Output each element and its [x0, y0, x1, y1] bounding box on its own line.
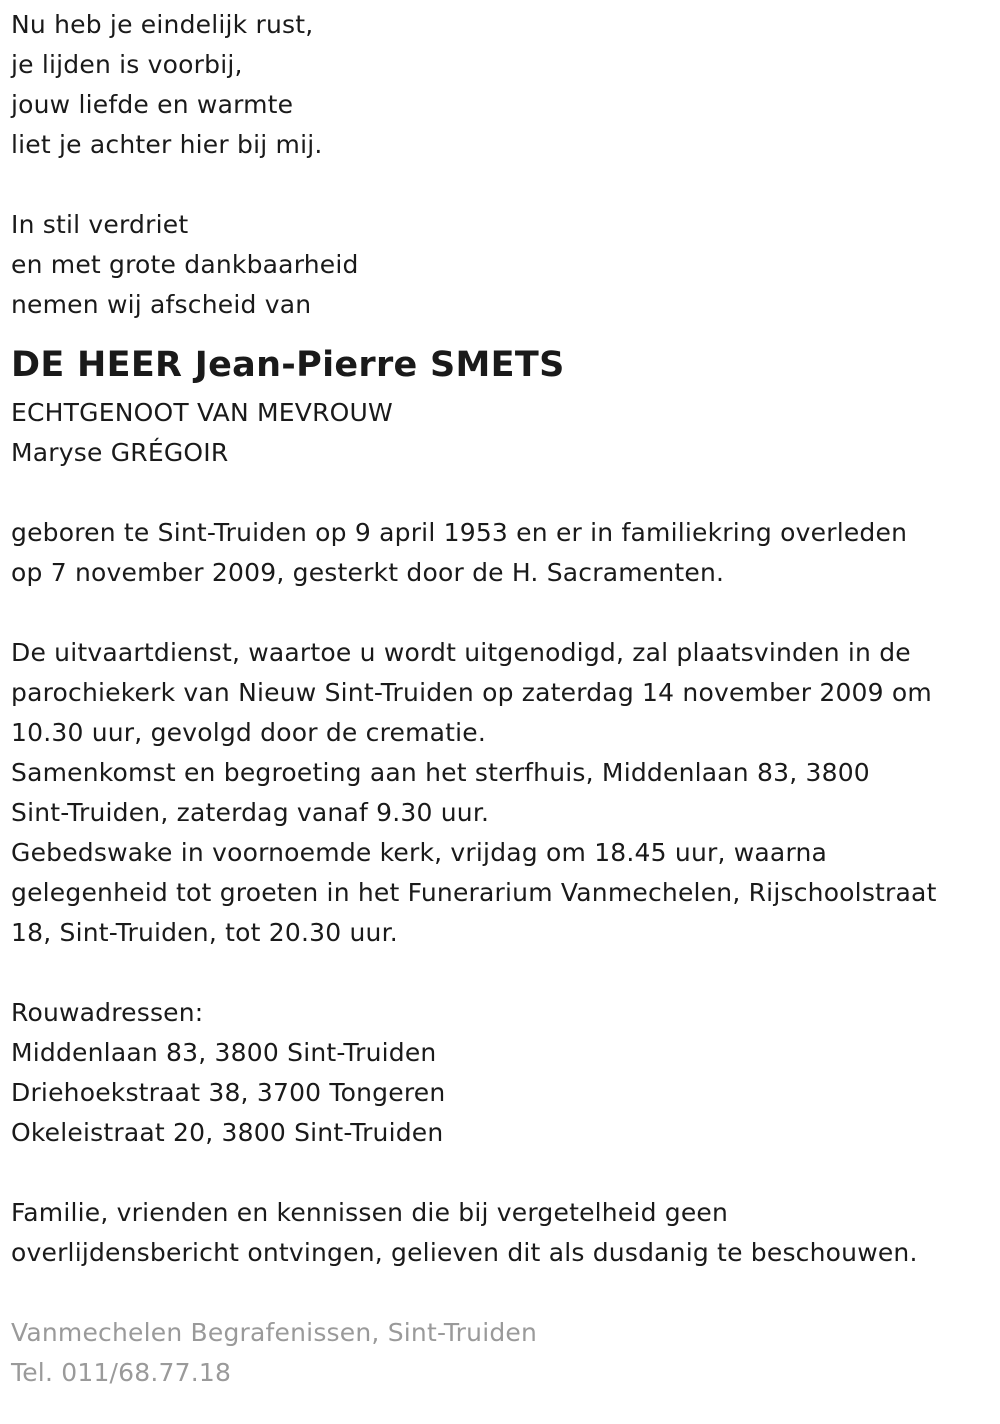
address-line: Middenlaan 83, 3800 Sint-Truiden: [11, 1038, 437, 1067]
ceremony-line: gelegenheid tot groeten in het Funerarium Vanmechelen, Rijschoolstraat: [11, 878, 937, 907]
ceremony-line: Sint-Truiden, zaterdag vanaf 9.30 uur.: [11, 798, 490, 827]
ceremony-text: [11, 633, 1000, 953]
spouse-name: Maryse GRÉGOIR: [11, 438, 229, 467]
farewell-text: [11, 205, 1000, 325]
poem-line: je lijden is voorbij,: [11, 50, 243, 79]
notice-text: [11, 1193, 1000, 1273]
ceremony-line: 18, Sint-Truiden, tot 20.30 uur.: [11, 918, 398, 947]
funeral-home-footer: [11, 1313, 1000, 1393]
deceased-block: [11, 341, 1000, 473]
poem-line: Nu heb je eindelijk rust,: [11, 10, 314, 39]
farewell-line: In stil verdriet: [11, 210, 189, 239]
notice-line: Familie, vrienden en kennissen die bij vergetelheid geen: [11, 1198, 729, 1227]
addresses-heading: Rouwadressen:: [11, 998, 204, 1027]
funeral-home-name: Vanmechelen Begrafenissen, Sint-Truiden: [11, 1318, 538, 1347]
poem-line: liet je achter hier bij mij.: [11, 130, 323, 159]
ceremony-line: Samenkomst en begroeting aan het sterfhuis, Middenlaan 83, 3800: [11, 758, 870, 787]
farewell-line: nemen wij afscheid van: [11, 290, 312, 319]
deceased-relation: ECHTGENOOT VAN MEVROUW: [11, 398, 393, 427]
poem: [11, 5, 1000, 165]
ceremony-line: 10.30 uur, gevolgd door de crematie.: [11, 718, 487, 747]
funeral-home-phone: Tel. 011/68.77.18: [11, 1358, 232, 1387]
notice-line: overlijdensbericht ontvingen, gelieven dit als dusdanig te beschouwen.: [11, 1238, 918, 1267]
birth-death-text: [11, 513, 1000, 593]
mourning-addresses: [11, 993, 1000, 1153]
deceased-name: DE HEER Jean-Pierre SMETS: [11, 345, 565, 385]
farewell-line: en met grote dankbaarheid: [11, 250, 359, 279]
poem-line: jouw liefde en warmte: [11, 90, 294, 119]
birth-death-line: op 7 november 2009, gesterkt door de H. Sacramenten.: [11, 558, 725, 587]
address-line: Driehoekstraat 38, 3700 Tongeren: [11, 1078, 446, 1107]
address-line: Okeleistraat 20, 3800 Sint-Truiden: [11, 1118, 444, 1147]
birth-death-line: geboren te Sint-Truiden op 9 april 1953 en er in familiekring overleden: [11, 518, 908, 547]
ceremony-line: parochiekerk van Nieuw Sint-Truiden op zaterdag 14 november 2009 om: [11, 678, 932, 707]
ceremony-line: Gebedswake in voornoemde kerk, vrijdag om 18.45 uur, waarna: [11, 838, 828, 867]
ceremony-line: De uitvaartdienst, waartoe u wordt uitgenodigd, zal plaatsvinden in de: [11, 638, 911, 667]
